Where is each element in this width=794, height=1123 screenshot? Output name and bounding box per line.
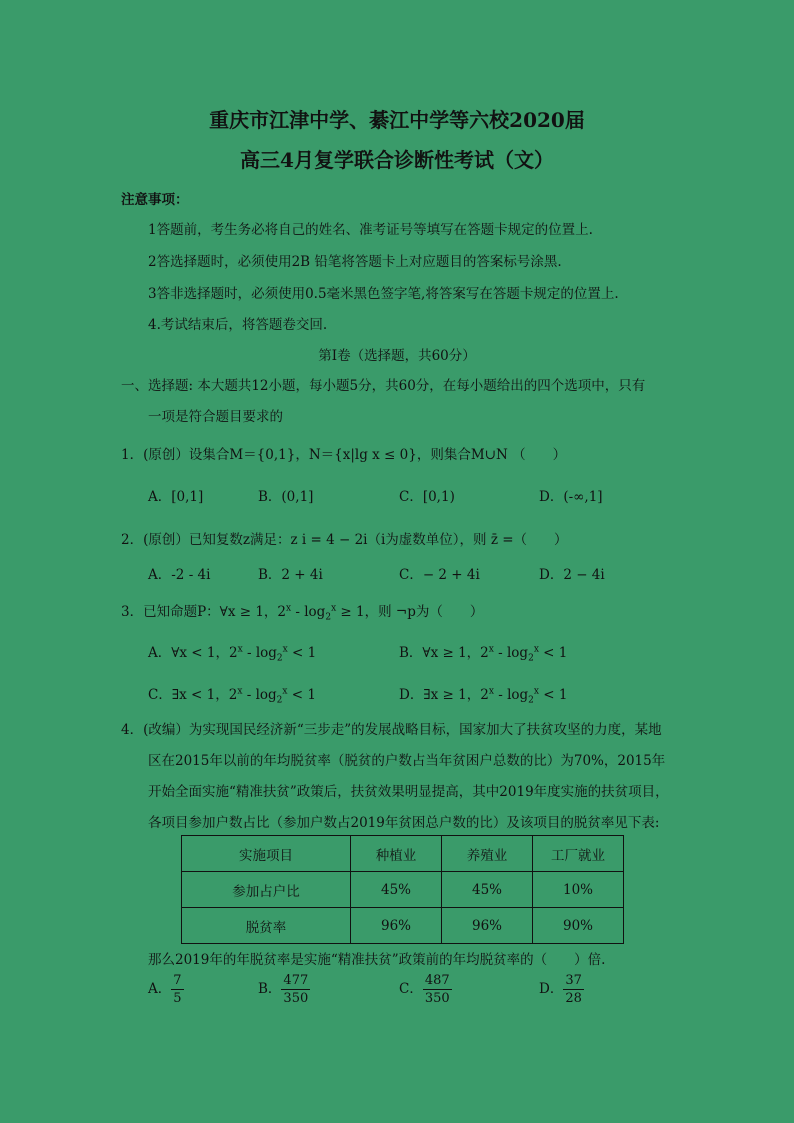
table-cell: 45% (442, 872, 533, 908)
q4-line-2: 区在2015年以前的年均脱贫率（脱贫的户数占当年贫困户总数的比）为70%，2015年 (148, 753, 666, 769)
section-heading: 第Ⅰ卷（选择题，共60分） (318, 348, 476, 364)
q1-stem: 1．(原创）设集合M＝{0,1}，N＝{x|lg x ≤ 0}，则集合M∪N （ ） (121, 447, 567, 463)
table-header-row (182, 836, 624, 872)
exam-title-line1: 重庆市江津中学、綦江中学等六校2020届 (209, 108, 585, 132)
section-intro-line2: 一项是符合题目要求的 (148, 409, 283, 425)
q1-option-d: D．(-∞,1] (539, 489, 603, 505)
fraction: $\frac{37}{28}$ (565, 973, 582, 1006)
note-item-1: 1答题前，考生务必将自己的姓名、准考证号等填写在答题卡规定的位置上. (148, 222, 593, 238)
fraction: $\frac{487}{350}$ (424, 973, 450, 1006)
table-cell: 45% (351, 872, 442, 908)
table-cell: 90% (533, 908, 624, 944)
q4-line-3: 开始全面实施“精准扶贫”政策后，扶贫效果明显提高，其中2019年度实施的扶贫项目， (148, 784, 669, 800)
q4-option-d: D． $\frac{37}{28}$ (539, 973, 582, 1006)
q2-option-c: C．− 2 + 4i (399, 567, 480, 583)
fraction: $\frac{477}{350}$ (283, 973, 309, 1006)
table-cell: 脱贫率 (182, 908, 351, 944)
q4-line-1: 4．(改编）为实现国民经济新“三步走”的发展战略目标，国家加大了扶贫攻坚的力度，某地 (121, 722, 662, 738)
q4-option-c: C． $\frac{487}{350}$ (399, 973, 450, 1006)
fraction: $\frac{7}{5}$ (173, 973, 182, 1006)
section-intro-line1: 一、选择题: 本大题共12小题，每小题5分，共60分，在每小题给出的四个选项中，只有 (121, 378, 646, 394)
q1-option-c: C．[0,1) (399, 489, 455, 505)
q4-data-table (181, 835, 624, 944)
table-header-cell: 实施项目 (182, 836, 351, 872)
q3-stem: 3．已知命题P：∀x ≥ 1，$2^x - \log_2^x \ge 1$，则 ¬p为（ ） (121, 603, 484, 623)
table-cell: 参加占户比 (182, 872, 351, 908)
q4-line-4: 各项目参加户数占比（参加户数占2019年贫困总户数的比）及该项目的脱贫率见下表: (148, 815, 660, 831)
table-header-cell: 工厂就业 (533, 836, 624, 872)
q3-option-d: D．∃x ≥ 1，$2^x - \log_2^x < 1$ (399, 686, 568, 706)
note-item-3: 3答非选择题时，必须使用0.5毫米黑色签字笔,将答案写在答题卡规定的位置上. (148, 286, 619, 302)
q4-option-a: A． $\frac{7}{5}$ (148, 973, 182, 1006)
note-item-4: 4.考试结束后，将答题卷交回. (148, 317, 328, 333)
q1-option-a: A．[0,1] (148, 489, 204, 505)
table-row (182, 908, 624, 944)
q2-option-a: A．-2 - 4i (148, 567, 211, 583)
q4-question: 那么2019年的年脱贫率是实施“精准扶贫”政策前的年均脱贫率的（ ）倍. (148, 952, 606, 968)
table-header-cell: 种植业 (351, 836, 442, 872)
notes-heading: 注意事项： (121, 192, 189, 208)
q3-option-b: B．∀x ≥ 1，$2^x - \log_2^x < 1$ (399, 644, 568, 664)
q3-option-c: C．∃x < 1，$2^x - \log_2^x < 1$ (148, 686, 316, 706)
table-cell: 96% (351, 908, 442, 944)
note-item-2: 2答选择题时，必须使用2B 铅笔将答题卡上对应题目的答案标号涂黑. (148, 254, 562, 270)
q3-option-a: A．∀x < 1，$2^x - \log_2^x < 1$ (148, 644, 317, 664)
q4-option-b: B． $\frac{477}{350}$ (258, 973, 309, 1006)
table-cell: 96% (442, 908, 533, 944)
q2-option-d: D．2 − 4i (539, 567, 605, 583)
table-header-cell: 养殖业 (442, 836, 533, 872)
table-cell: 10% (533, 872, 624, 908)
exam-title-line2: 高三4月复学联合诊断性考试（文） (240, 148, 554, 172)
q1-option-b: B．(0,1] (258, 489, 314, 505)
table-row (182, 872, 624, 908)
q2-option-b: B．2 + 4i (258, 567, 323, 583)
q2-stem: 2．(原创）已知复数z满足：z i = 4 − 2i（i为虚数单位），则 z̄ =（ ） (121, 532, 568, 548)
